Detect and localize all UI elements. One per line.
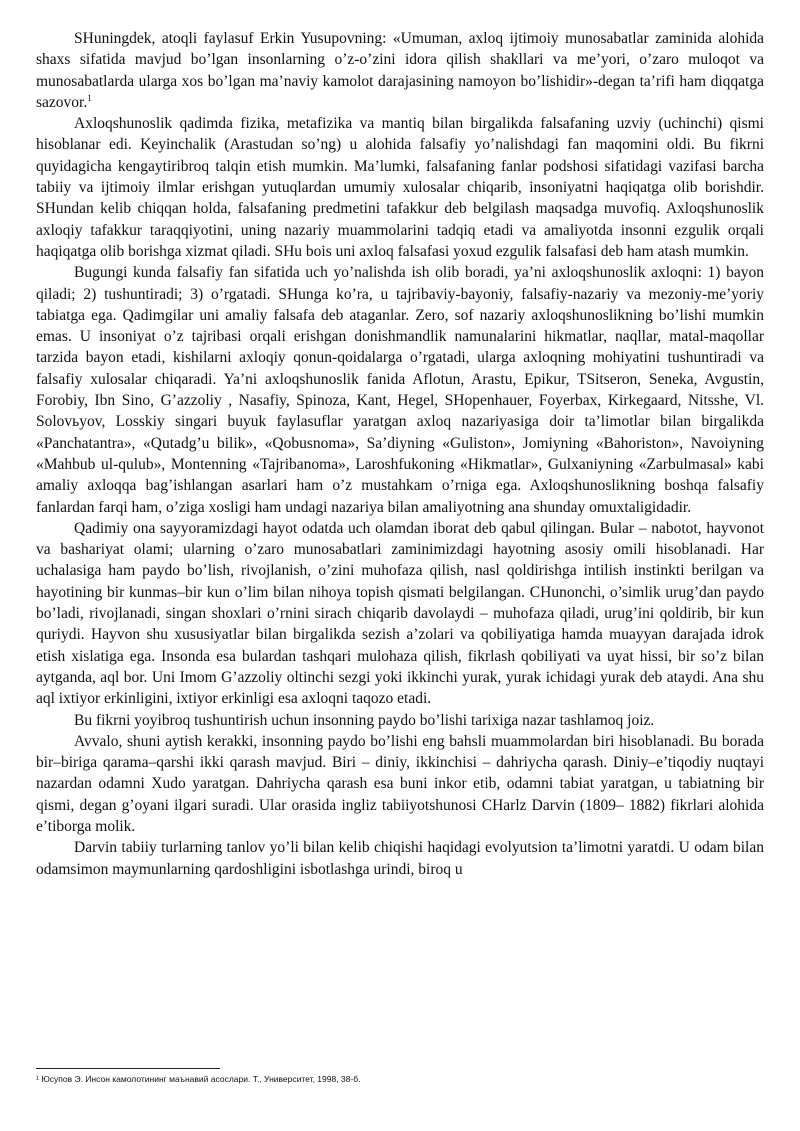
paragraph-3: Bugungi kunda falsafiy fan sifatida uch yo’nalishda ish olib boradi, ya’ni axloqshunoslik axloqni: 1) bayon qiladi; 2) tushuntiradi; 3) o’rgatadi. SHunga ko’ra, u tajribaviy-bayoniy, falsafiy-nazariy va mezoniy-me’yoriy tabiatga ega. Qadimgilar uni amaliy falsafa deb ataganlar. Zero, sof nazariy axloqshunoslikning bo’lishi mumkin emas. U insoniyat o’z tajribasi orqali erishgan donishmandlik namunalarini hikmatlar, naqllar, matal-maqollar tarzida bayon etadi, kishilarni axloqiy qonun-qoidalarga o’rgatadi, ularga axloqning mohiyatini tushuntiradi va falsafiy xulosalar chiqaradi. Ya’ni axloqshunoslik fanida Aflotun, Arastu, Epikur, TSitseron, Seneka, Avgustin, Forobiy, Ibn Sino, G’azzoliy , Nasafiy, Spinoza, Kant, Hegel, SHopenhauer, Foyerbax, Kirkegaard, Nitsshe, Vl. Solovьyov, Losskiy singari buyuk faylasuflar yaratgan axloq nazariyasiga doir ta’limotlar bilan birgalikda «Panchatantra», «Qutadg’u bilik», «Qobusnoma», Sa’diyning «Guliston», Jomiyning «Bahoriston», Navoiyning «Mahbub ul-qulub», Montenning «Tajribanoma», Laroshfukoning «Hikmatlar», Gulxaniyning «Zarbulmasal» kabi amaliy axloqqa bag’ishlangan asarlari ham o’z mustahkam o’rniga ega. Axloqshunoslikning boshqa falsafiy fanlardan farqi ham, o’ziga xosligi ham undagi nazariya bilan amaliyotning ana shunday omuxtaligidadir. [36,264,764,516]
footnote: ¹ Юсупов Э. Инсон камолотининг маънавий асослари. Т., Университет, 1998, 38-б. [36,1074,361,1084]
footnote-reference[interactable]: 1 [87,92,92,103]
paragraph-1 [36,28,764,113]
paragraph-6: Avvalo, shuni aytish kerakki, insonning paydo bo’lishi eng bahsli muammolardan biri hisoblanadi. Bu borada bir–biriga qarama–qarshi ikki qarash mavjud. Biri – diniy, ikkinchisi – dahriycha qarash. Diniy–e’tiqodiy nuqtayi nazardan odamni Xudo yaratgan. Dahriycha qarash esa buni inkor etib, odamni tabiat yaratgan, u tabiatning bir qismi, degan g’oyani ilgari suradi. Ular orasida ingliz tabiiyotshunosi CHarlz Darvin (1809– 1882) fikrlari alohida e’tiborga molik. [36,732,764,835]
paragraph-2: Axloqshunoslik qadimda fizika, metafizika va mantiq bilan birgalikda falsafaning uzviy (uchinchi) qismi hisoblanar edi. Keyinchalik (Arastudan so’ng) u alohida falsafiy yo’nalishdagi fan maqomini oldi. Bu fikrni quyidagicha kengaytiribroq talqin etish mumkin. Ma’lumki, falsafaning fanlar podshosi sifatidagi vazifasi barcha tabiiy va ijtimoiy ilmlar erishgan yutuqlardan umumiy xulosalar chiqarib, insoniyatni haqiqatga olib borishdir. SHundan kelib chiqqan holda, falsafaning predmetini tafakkur deb belgilash maqsadga muvofiq. Axloqshunoslik axloqiy tafakkur taraqqiyotini, uning nazariy muammolarini tadqiq etadi va amaliyotda insonni ezgulik orqali haqiqatga olib borishga xizmat qiladi. SHu bois uni axloq falsafasi yoxud ezgulik falsafasi deb ham atash mumkin. [36,115,764,260]
paragraph-7: Darvin tabiiy turlarning tanlov yo’li bilan kelib chiqishi haqidagi evolyutsion ta’limotni yaratdi. U odam bilan odamsimon maymunlarning qardoshligini isbotlashga urindi, biroq u [36,839,764,878]
paragraph-5: Bu fikrni yoyibroq tushuntirish uchun insonning paydo bo’lishi tarixiga nazar tashlamoq joiz. [74,711,655,729]
footnote-divider [36,1068,220,1069]
paragraph-1-text: SHuningdek, atoqli faylasuf Erkin Yusupovning: «Umuman, axloq ijtimoiy munosabatlar zaminida alohida shaxs sifatida mavjud bo’lgan insonlarning o’z-o’zini idora qilish shakllari va me’yori, o’zaro muloqot va munosabatlarda ularga xos bo’lgan ma’naviy kamolot darajasining namoyon bo’lishidir»-degan ta’rifi ham diqqatga sazovor. [36,30,764,111]
paragraph-4: Qadimiy ona sayyoramizdagi hayot odatda uch olamdan iborat deb qabul qilingan. Bular – nabotot, hayvonot va bashariyat olami; ularning o’zaro munosabatlari zaminimizdagi hayotning asosiy omili hisoblanadi. Har uchalasiga ham paydo bo’lish, rivojlanish, o’zini muhofaza qilish, nasl qoldirishga intilish instinkti berilgan va hayotining bir kunmas–bir kun o’lim bilan nihoya topish qismati belgilangan. CHunonchi, o’simlik urug’dan paydo bo’ladi, rivojlanadi, singan shoxlari o’rnini sirach chiqarib davolaydi – muhofaza qiladi, urug’ini qoldirib, bir kun quriydi. Hayvon shu xususiyatlar bilan birgalikda sezish a’zolari va qobiliyatiga hamda muayyan darajada idrok etish xislatiga ega. Insonda esa bulardan tashqari mulohaza qilish, fikrlash qobiliyati va uyat hissi, bir so’z bilan aytganda, aql bor. Uni Imom G’azzoliy oltinchi sezgi yoki ikkinchi yurak, yurak ichidagi yurak deb ataydi. Ana shu aql ixtiyor erkinligini, ixtiyor erkinligi esa axloqni taqozo etadi. [36,519,764,708]
document-body [36,28,764,880]
